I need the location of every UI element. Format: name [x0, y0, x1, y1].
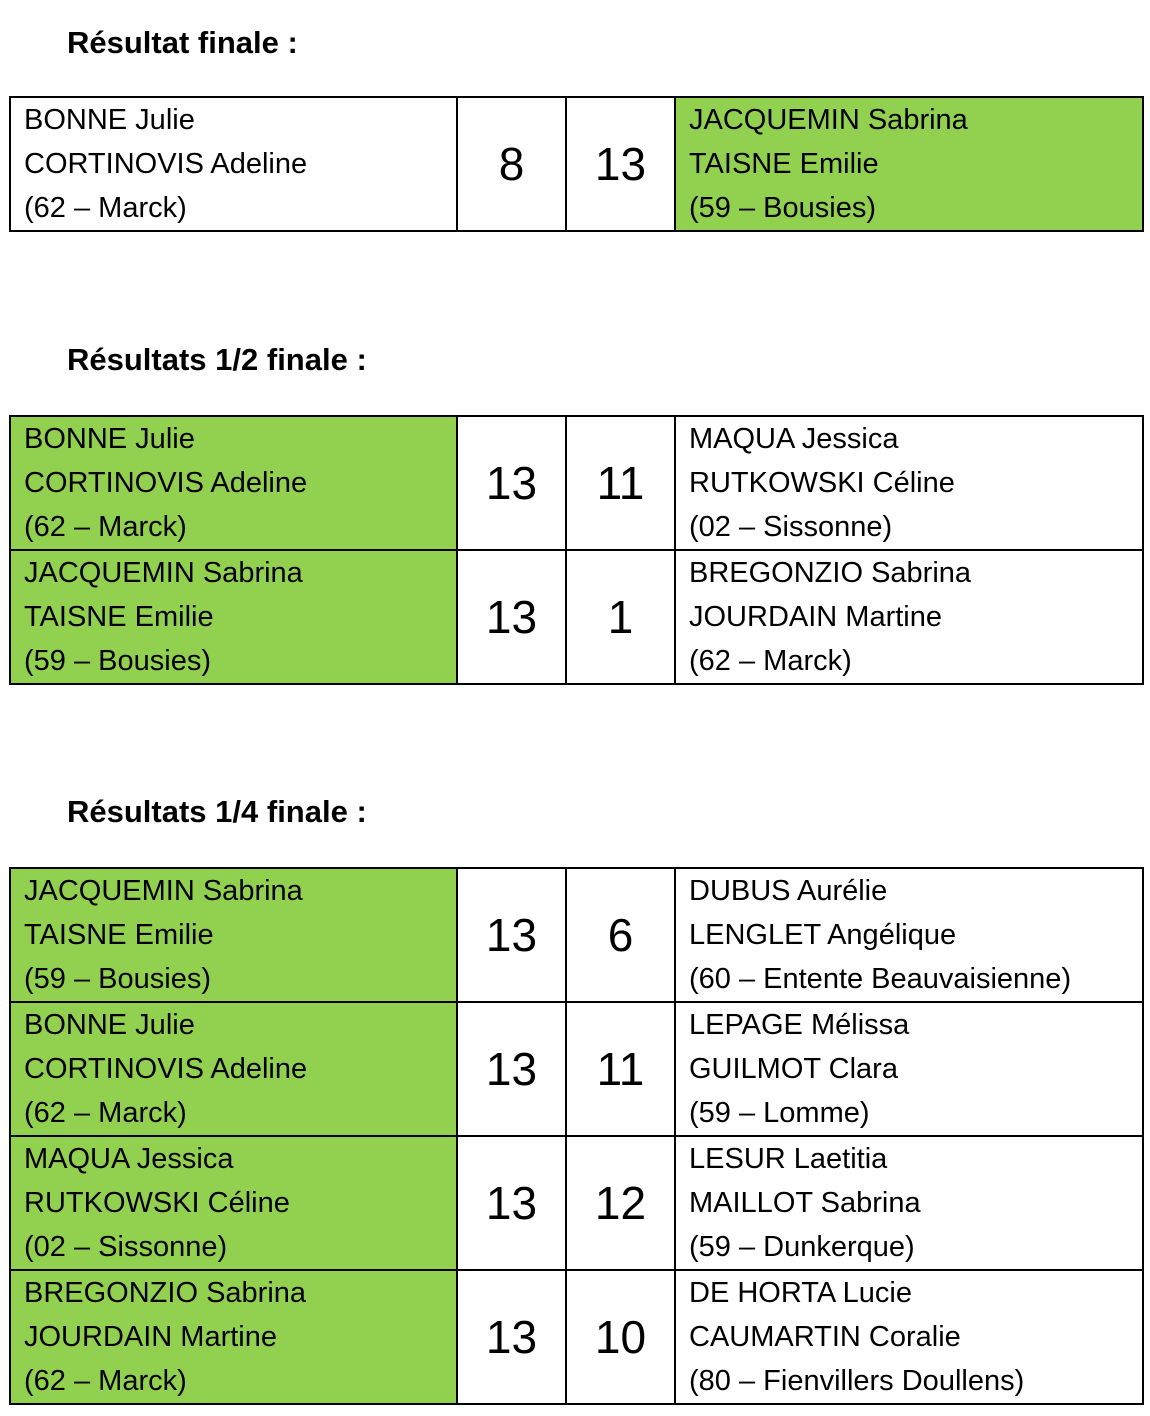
player-2: LENGLET Angélique	[689, 919, 957, 951]
team-b-cell	[675, 1270, 1143, 1404]
score-b: 1	[566, 550, 675, 684]
club: (62 – Marck)	[24, 1365, 187, 1397]
player-1: JACQUEMIN Sabrina	[24, 875, 303, 907]
score-b: 13	[566, 97, 675, 231]
player-2: TAISNE Emilie	[24, 601, 214, 633]
player-2: TAISNE Emilie	[24, 919, 214, 951]
match-row	[10, 1270, 1143, 1404]
match-row	[10, 416, 1143, 550]
player-1: BREGONZIO Sabrina	[24, 1277, 307, 1309]
player-1: DE HORTA Lucie	[689, 1277, 912, 1309]
score-b: 12	[566, 1136, 675, 1270]
club: (80 – Fienvillers Doullens)	[689, 1365, 1025, 1397]
section-title-semi: Résultats 1/2 finale :	[67, 342, 367, 377]
match-row	[10, 1002, 1143, 1136]
club: (62 – Marck)	[24, 1097, 187, 1129]
match-row	[10, 1136, 1143, 1270]
match-row	[10, 868, 1143, 1002]
player-2: JOURDAIN Martine	[24, 1321, 277, 1353]
club: (60 – Entente Beauvaisienne)	[689, 963, 1072, 995]
player-2: CAUMARTIN Coralie	[689, 1321, 961, 1353]
score-a: 8	[457, 97, 566, 231]
player-1: LESUR Laetitia	[689, 1143, 888, 1175]
player-1: BONNE Julie	[24, 423, 195, 455]
club: (02 – Sissonne)	[689, 511, 893, 543]
team-b-cell	[675, 1136, 1143, 1270]
match-row	[10, 550, 1143, 684]
player-2: RUTKOWSKI Céline	[689, 467, 955, 499]
team-b-cell	[675, 868, 1143, 1002]
club: (62 – Marck)	[689, 645, 852, 677]
club: (02 – Sissonne)	[24, 1231, 228, 1263]
player-2: CORTINOVIS Adeline	[24, 148, 308, 180]
club: (59 – Dunkerque)	[689, 1231, 915, 1263]
team-a-cell	[10, 1136, 457, 1270]
player-1: LEPAGE Mélissa	[689, 1009, 910, 1041]
club: (62 – Marck)	[24, 511, 187, 543]
section-title-final: Résultat finale :	[67, 25, 298, 60]
team-a-cell	[10, 1002, 457, 1136]
player-2: CORTINOVIS Adeline	[24, 467, 308, 499]
club: (59 – Lomme)	[689, 1097, 870, 1129]
club: (59 – Bousies)	[689, 192, 876, 224]
score-a: 13	[457, 868, 566, 1002]
team-a-cell	[10, 97, 457, 231]
results-table-final	[9, 96, 1144, 232]
team-b-cell	[675, 1002, 1143, 1136]
score-a: 13	[457, 550, 566, 684]
club: (59 – Bousies)	[24, 645, 211, 677]
player-2: JOURDAIN Martine	[689, 601, 942, 633]
score-a: 13	[457, 1002, 566, 1136]
player-1: BREGONZIO Sabrina	[689, 557, 972, 589]
player-2: GUILMOT Clara	[689, 1053, 898, 1085]
team-a-cell	[10, 416, 457, 550]
team-b-cell	[675, 97, 1143, 231]
score-a: 13	[457, 1136, 566, 1270]
team-b-cell	[675, 550, 1143, 684]
player-1: BONNE Julie	[24, 1009, 195, 1041]
team-a-cell	[10, 868, 457, 1002]
player-1: DUBUS Aurélie	[689, 875, 888, 907]
match-row	[10, 97, 1143, 231]
results-table-quarter	[9, 867, 1144, 1405]
score-a: 13	[457, 1270, 566, 1404]
results-table-semi	[9, 415, 1144, 685]
player-1: JACQUEMIN Sabrina	[689, 104, 968, 136]
player-2: TAISNE Emilie	[689, 148, 879, 180]
team-b-cell	[675, 416, 1143, 550]
score-b: 11	[566, 416, 675, 550]
score-b: 6	[566, 868, 675, 1002]
team-a-cell	[10, 550, 457, 684]
score-b: 10	[566, 1270, 675, 1404]
club: (62 – Marck)	[24, 192, 187, 224]
player-1: MAQUA Jessica	[24, 1143, 234, 1175]
score-b: 11	[566, 1002, 675, 1136]
player-2: MAILLOT Sabrina	[689, 1187, 921, 1219]
player-1: BONNE Julie	[24, 104, 195, 136]
score-a: 13	[457, 416, 566, 550]
team-a-cell	[10, 1270, 457, 1404]
section-title-quarter: Résultats 1/4 finale :	[67, 794, 367, 829]
player-2: CORTINOVIS Adeline	[24, 1053, 308, 1085]
player-1: JACQUEMIN Sabrina	[24, 557, 303, 589]
club: (59 – Bousies)	[24, 963, 211, 995]
player-2: RUTKOWSKI Céline	[24, 1187, 290, 1219]
player-1: MAQUA Jessica	[689, 423, 899, 455]
